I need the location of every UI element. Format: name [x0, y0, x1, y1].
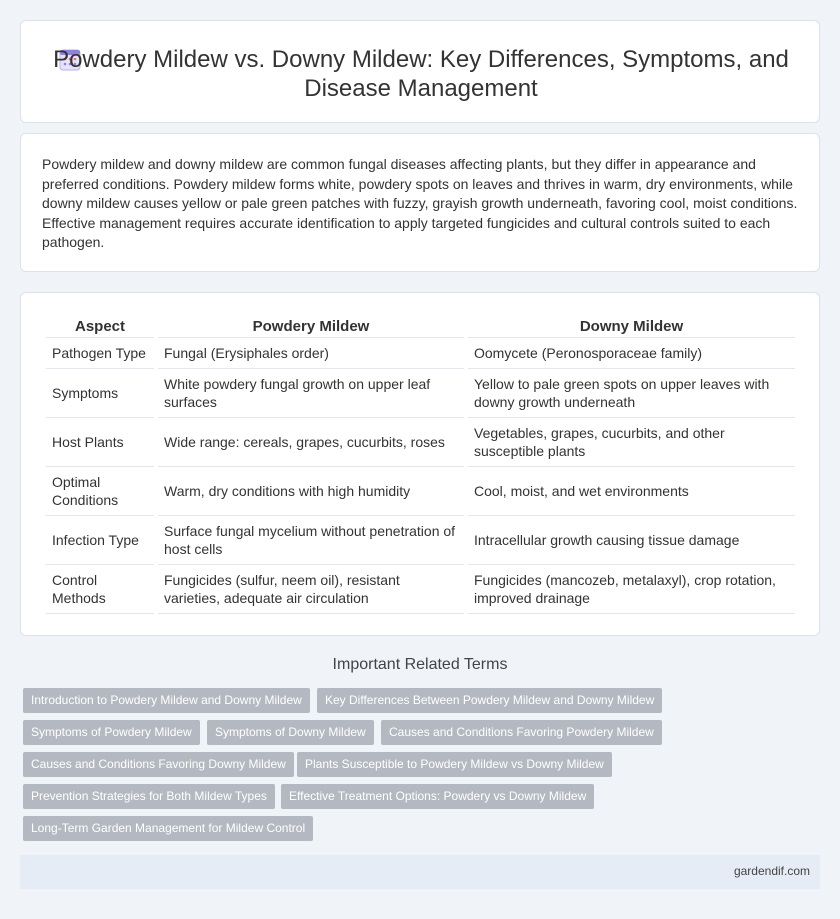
column-header-downy: Downy Mildew — [468, 316, 795, 338]
footer-site-name[interactable]: gardendif.com — [733, 864, 810, 878]
table-cell: Infection Type — [46, 516, 154, 565]
table-cell: Yellow to pale green spots on upper leaves with downy growth underneath — [468, 369, 795, 418]
table-row — [46, 369, 795, 418]
table-cell: Pathogen Type — [46, 338, 154, 369]
table-cell: Symptoms — [46, 369, 154, 418]
footer — [20, 855, 820, 889]
table-cell: Optimal Conditions — [46, 467, 154, 516]
related-term-link[interactable]: Causes and Conditions Favoring Powdery Mildew — [381, 720, 662, 745]
related-term-link[interactable]: Symptoms of Powdery Mildew — [23, 720, 200, 745]
related-term-link[interactable]: Causes and Conditions Favoring Downy Mildew — [23, 752, 294, 777]
related-term-link[interactable]: Long-Term Garden Management for Mildew Control — [23, 816, 313, 841]
table-row — [46, 338, 795, 369]
table-cell: Vegetables, grapes, cucurbits, and other susceptible plants — [468, 418, 795, 467]
related-term-link[interactable]: Key Differences Between Powdery Mildew and Downy Mildew — [317, 688, 662, 713]
page-title: Powdery Mildew vs. Downy Mildew: Key Differences, Symptoms, and Disease Management — [53, 46, 789, 102]
related-term-link[interactable]: Symptoms of Downy Mildew — [207, 720, 374, 745]
table-cell: White powdery fungal growth on upper leaf surfaces — [158, 369, 464, 418]
table-cell: Cool, moist, and wet environments — [468, 467, 795, 516]
table-row — [46, 418, 795, 467]
table-cell: Warm, dry conditions with high humidity — [158, 467, 464, 516]
related-terms-title: Important Related Terms — [332, 656, 508, 673]
related-term-link[interactable]: Prevention Strategies for Both Mildew Types — [23, 784, 275, 809]
title-card — [20, 20, 820, 123]
table-row — [46, 565, 795, 614]
table-cell: Control Methods — [46, 565, 154, 614]
table-cell: Host Plants — [46, 418, 154, 467]
comparison-table-card — [20, 292, 820, 636]
table-cell: Fungicides (mancozeb, metalaxyl), crop rotation, improved drainage — [468, 565, 795, 614]
related-term-link[interactable]: Effective Treatment Options: Powdery vs Downy Mildew — [281, 784, 594, 809]
related-term-link[interactable]: Plants Susceptible to Powdery Mildew vs Downy Mildew — [297, 752, 612, 777]
table-cell: Fungicides (sulfur, neem oil), resistant varieties, adequate air circulation — [158, 565, 464, 614]
table-cell: Intracellular growth causing tissue damage — [468, 516, 795, 565]
table-row — [46, 467, 795, 516]
related-term-link[interactable]: Introduction to Powdery Mildew and Downy Mildew — [23, 688, 310, 713]
table-cell: Oomycete (Peronosporaceae family) — [468, 338, 795, 369]
comparison-table — [42, 316, 799, 614]
table-cell: Surface fungal mycelium without penetration of host cells — [158, 516, 464, 565]
table-cell: Wide range: cereals, grapes, cucurbits, roses — [158, 418, 464, 467]
table-cell: Fungal (Erysiphales order) — [158, 338, 464, 369]
table-header-row — [46, 316, 795, 338]
column-header-powdery: Powdery Mildew — [158, 316, 464, 338]
table-row — [46, 516, 795, 565]
intro-card — [20, 133, 820, 272]
intro-paragraph: Powdery mildew and downy mildew are common fungal diseases affecting plants, but they differ in appearance and preferred conditions. Powdery mildew forms white, powdery spots on leaves and thrives in warm, dry environments, while downy mildew causes yellow or pale green patches with fuzzy, grayish growth underneath, favoring cool, moist conditions. Effective management requires accurate identification to apply targeted fungicides and cultural controls suited to each pathogen. — [42, 156, 798, 251]
column-header-aspect: Aspect — [46, 316, 154, 338]
